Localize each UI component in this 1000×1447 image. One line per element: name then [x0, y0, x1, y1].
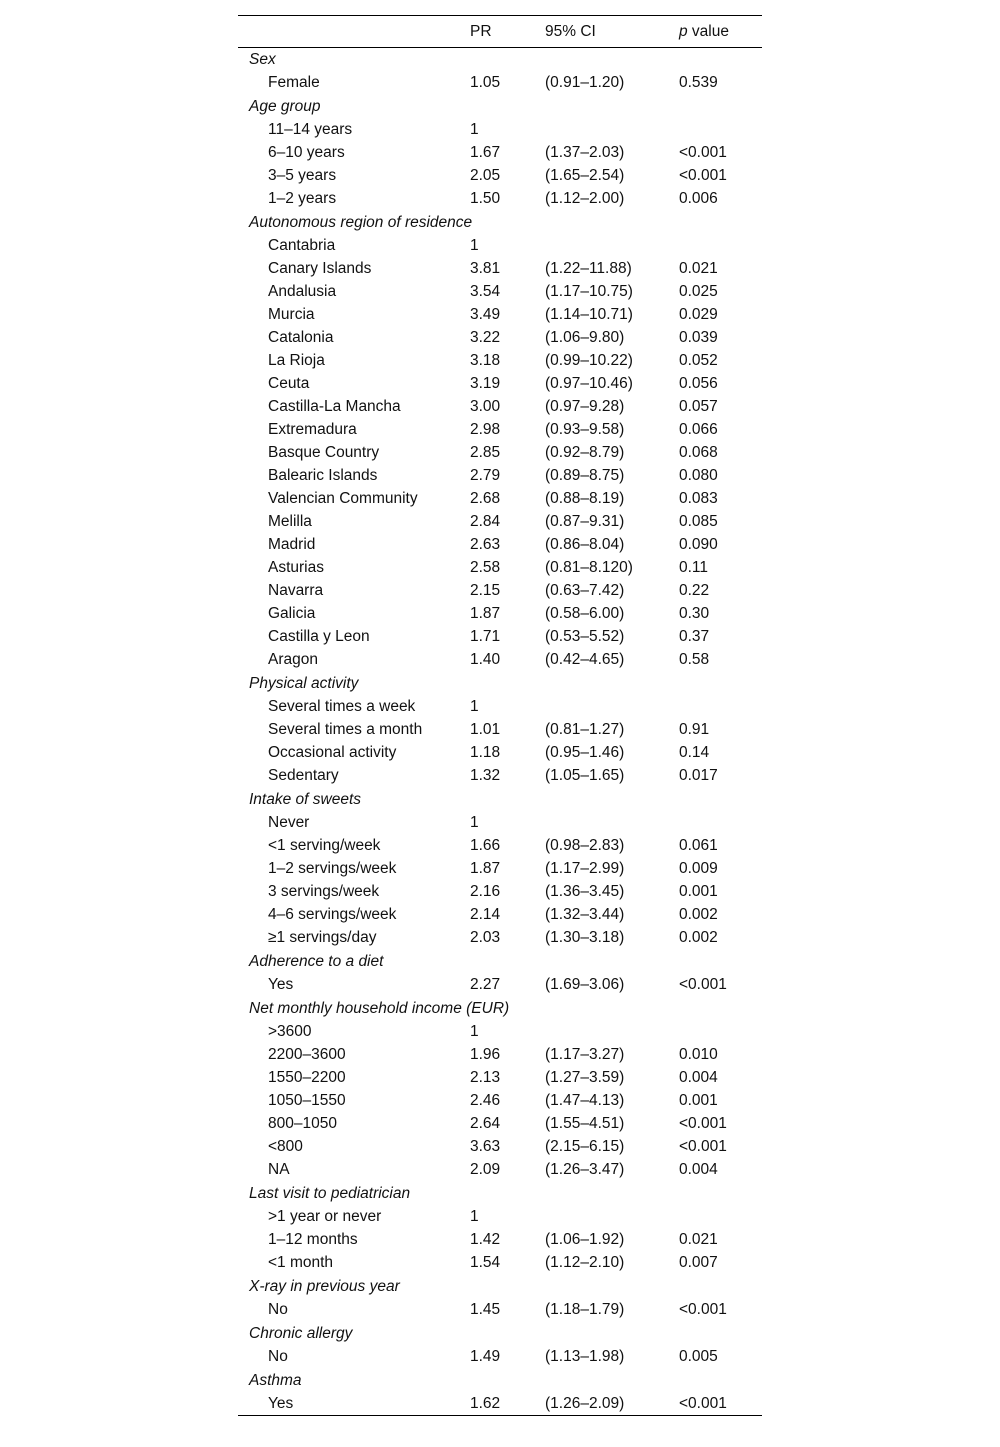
row-pr-value: 2.68	[470, 490, 501, 507]
group-label: Physical activity	[249, 674, 359, 692]
row-pr-value: 1	[470, 237, 479, 254]
group-row	[238, 211, 762, 235]
group-label: Last visit to pediatrician	[249, 1184, 411, 1202]
row-ci-value: (0.58–6.00)	[545, 605, 625, 622]
row-p-value: 0.539	[679, 74, 718, 91]
group-label: X-ray in previous year	[249, 1277, 400, 1295]
header-p-value	[679, 16, 762, 48]
row-ci-value: (1.05–1.65)	[545, 767, 625, 784]
table-row	[238, 1229, 762, 1252]
row-p-value: 0.58	[679, 651, 710, 668]
table-row	[238, 396, 762, 419]
row-pr-value: 1.32	[470, 767, 501, 784]
table-row	[238, 188, 762, 211]
row-label: 1050–1550	[268, 1092, 346, 1109]
group-label: Adherence to a diet	[249, 952, 384, 970]
row-pr-value: 1.71	[470, 628, 501, 645]
row-ci-value: (1.65–2.54)	[545, 167, 625, 184]
table-row	[238, 1159, 762, 1182]
table-row	[238, 235, 762, 258]
prevalence-ratio-table	[238, 15, 762, 1416]
table-row	[238, 1113, 762, 1136]
row-p-value: <0.001	[679, 167, 727, 184]
row-pr-value: 1	[470, 1023, 479, 1040]
row-label: Extremadura	[268, 421, 357, 438]
row-label: Aragon	[268, 651, 318, 668]
group-row	[238, 1369, 762, 1393]
row-label: <1 serving/week	[268, 837, 381, 854]
table-row	[238, 442, 762, 465]
row-pr-value: 1.87	[470, 605, 501, 622]
row-ci-value: (1.06–9.80)	[545, 329, 625, 346]
row-ci-value: (0.93–9.58)	[545, 421, 625, 438]
group-row	[238, 788, 762, 812]
header-row	[238, 16, 762, 48]
row-ci-value: (0.89–8.75)	[545, 467, 625, 484]
group-row	[238, 48, 762, 72]
row-pr-value: 1.67	[470, 144, 501, 161]
table-row	[238, 119, 762, 142]
row-label: >3600	[268, 1023, 312, 1040]
row-label: 3 servings/week	[268, 883, 380, 900]
row-p-value: 0.056	[679, 375, 718, 392]
row-ci-value: (1.18–1.79)	[545, 1301, 625, 1318]
row-pr-value: 2.09	[470, 1161, 501, 1178]
row-pr-value: 2.46	[470, 1092, 501, 1109]
row-pr-value: 1.40	[470, 651, 501, 668]
group-row	[238, 1275, 762, 1299]
row-pr-value: 1	[470, 121, 479, 138]
row-ci-value: (1.06–1.92)	[545, 1231, 625, 1248]
row-pr-value: 2.05	[470, 167, 501, 184]
table-row	[238, 419, 762, 442]
table-header	[238, 16, 762, 48]
group-row	[238, 997, 762, 1021]
row-ci-value: (1.17–3.27)	[545, 1046, 625, 1063]
table-row	[238, 1090, 762, 1113]
table-row	[238, 812, 762, 835]
table-row	[238, 765, 762, 788]
row-pr-value: 1	[470, 1208, 479, 1225]
row-ci-value: (1.12–2.10)	[545, 1254, 625, 1271]
table-row	[238, 1299, 762, 1322]
row-ci-value: (0.81–8.120)	[545, 559, 633, 576]
row-label: No	[268, 1301, 288, 1318]
row-label: Ceuta	[268, 375, 310, 392]
table-row	[238, 1346, 762, 1369]
row-p-value: <0.001	[679, 976, 727, 993]
table-row	[238, 1044, 762, 1067]
table-row	[238, 603, 762, 626]
row-ci-value: (1.14–10.71)	[545, 306, 633, 323]
row-ci-value: (1.55–4.51)	[545, 1115, 625, 1132]
row-pr-value: 2.79	[470, 467, 501, 484]
row-p-value: 0.052	[679, 352, 718, 369]
row-p-value: 0.004	[679, 1069, 718, 1086]
table-row	[238, 626, 762, 649]
row-ci-value	[545, 1021, 679, 1044]
table-row	[238, 258, 762, 281]
row-label: No	[268, 1348, 288, 1365]
group-label: Chronic allergy	[249, 1324, 353, 1342]
row-label: Several times a month	[268, 721, 423, 738]
row-label: 1550–2200	[268, 1069, 346, 1086]
row-p-value: 0.37	[679, 628, 710, 645]
row-p-value: 0.002	[679, 906, 718, 923]
table-row	[238, 719, 762, 742]
row-label: Occasional activity	[268, 744, 397, 761]
group-label: Sex	[249, 50, 276, 68]
table-row	[238, 927, 762, 950]
group-label: Net monthly household income (EUR)	[249, 999, 510, 1017]
row-ci-value: (1.47–4.13)	[545, 1092, 625, 1109]
row-p-value: 0.021	[679, 260, 718, 277]
table-row	[238, 974, 762, 997]
row-pr-value: 2.85	[470, 444, 501, 461]
table-row	[238, 1393, 762, 1416]
row-label: Navarra	[268, 582, 324, 599]
row-pr-value: 3.81	[470, 260, 501, 277]
row-pr-value: 2.13	[470, 1069, 501, 1086]
row-pr-value: 3.19	[470, 375, 501, 392]
row-ci-value	[545, 812, 679, 835]
row-label: ≥1 servings/day	[268, 929, 377, 946]
row-label: 11–14 years	[268, 121, 353, 138]
row-label: 2200–3600	[268, 1046, 346, 1063]
row-ci-value: (2.15–6.15)	[545, 1138, 625, 1155]
row-ci-value: (1.30–3.18)	[545, 929, 625, 946]
row-label: Canary Islands	[268, 260, 372, 277]
row-ci-value: (0.98–2.83)	[545, 837, 625, 854]
row-p-value: 0.002	[679, 929, 718, 946]
table-row	[238, 1252, 762, 1275]
row-ci-value: (0.99–10.22)	[545, 352, 633, 369]
table-body	[238, 48, 762, 1416]
header-p-rest: value	[687, 22, 729, 40]
row-p-value: <0.001	[679, 144, 727, 161]
table-row	[238, 72, 762, 95]
row-pr-value: 1.96	[470, 1046, 501, 1063]
table-row	[238, 881, 762, 904]
row-label: Galicia	[268, 605, 316, 622]
row-p-value: 0.083	[679, 490, 718, 507]
row-pr-value: 1.45	[470, 1301, 501, 1318]
row-ci-value: (1.17–10.75)	[545, 283, 633, 300]
row-p-value: 0.017	[679, 767, 718, 784]
row-ci-value: (1.37–2.03)	[545, 144, 625, 161]
row-label: Castilla y Leon	[268, 628, 370, 645]
row-ci-value	[545, 119, 679, 142]
row-ci-value: (0.63–7.42)	[545, 582, 625, 599]
row-p-value: 0.080	[679, 467, 718, 484]
header-ci: 95% CI	[545, 16, 679, 48]
row-label: 6–10 years	[268, 144, 345, 161]
row-pr-value: 1.50	[470, 190, 501, 207]
row-label: Valencian Community	[268, 490, 418, 507]
group-row	[238, 1322, 762, 1346]
row-label: Yes	[238, 1393, 470, 1416]
table-row	[238, 1067, 762, 1090]
row-label: Asturias	[268, 559, 324, 576]
table-row	[238, 373, 762, 396]
table-row	[238, 557, 762, 580]
row-pr-value: 1.01	[470, 721, 501, 738]
row-p-value: 0.066	[679, 421, 718, 438]
row-p-value	[679, 119, 762, 142]
row-p-value: 0.085	[679, 513, 718, 530]
row-ci-value: (0.97–9.28)	[545, 398, 625, 415]
row-p-value: <0.001	[679, 1301, 727, 1318]
table-row	[238, 580, 762, 603]
row-pr-value: 2.63	[470, 536, 501, 553]
results-table-container	[238, 15, 762, 1416]
row-p-value: 0.007	[679, 1254, 718, 1271]
row-p-value	[679, 1206, 762, 1229]
row-pr-value: 3.49	[470, 306, 501, 323]
row-p-value: 0.009	[679, 860, 718, 877]
row-p-value: 0.22	[679, 582, 710, 599]
group-label: Age group	[249, 97, 321, 115]
header-label	[238, 16, 470, 48]
row-label: Castilla-La Mancha	[268, 398, 401, 415]
row-ci-value: (0.81–1.27)	[545, 721, 625, 738]
row-p-value: <0.001	[679, 1393, 762, 1416]
row-pr-value: 2.58	[470, 559, 501, 576]
group-label: Asthma	[249, 1371, 302, 1389]
row-ci-value: (1.12–2.00)	[545, 190, 625, 207]
row-ci-value	[545, 235, 679, 258]
row-label: Andalusia	[268, 283, 337, 300]
row-p-value: 0.001	[679, 1092, 718, 1109]
row-p-value: 0.057	[679, 398, 718, 415]
row-p-value: 0.91	[679, 721, 710, 738]
group-label: Intake of sweets	[249, 790, 362, 808]
row-pr-value: 2.03	[470, 929, 501, 946]
row-label: Yes	[268, 976, 294, 993]
row-label: >1 year or never	[268, 1208, 382, 1225]
row-p-value	[679, 1021, 762, 1044]
row-label: 1–2 years	[268, 190, 337, 207]
row-label: NA	[268, 1161, 290, 1178]
table-row	[238, 327, 762, 350]
table-row	[238, 649, 762, 672]
table-row	[238, 142, 762, 165]
row-ci-value: (1.17–2.99)	[545, 860, 625, 877]
row-ci-value: (0.88–8.19)	[545, 490, 625, 507]
row-p-value: 0.090	[679, 536, 718, 553]
row-label: Female	[268, 74, 320, 91]
row-ci-value: (1.32–3.44)	[545, 906, 625, 923]
row-p-value: 0.004	[679, 1161, 718, 1178]
row-label: Never	[268, 814, 310, 831]
row-p-value: 0.30	[679, 605, 710, 622]
row-p-value	[679, 696, 762, 719]
row-pr-value: 2.27	[470, 976, 501, 993]
header-pr: PR	[470, 16, 545, 48]
row-pr-value: 1.18	[470, 744, 501, 761]
header-p-italic: p	[679, 22, 688, 40]
row-label: Catalonia	[268, 329, 334, 346]
row-ci-value: (0.97–10.46)	[545, 375, 633, 392]
row-ci-value: (1.69–3.06)	[545, 976, 625, 993]
row-p-value: 0.039	[679, 329, 718, 346]
row-pr-value: 3.22	[470, 329, 501, 346]
table-row	[238, 1136, 762, 1159]
row-p-value: 0.068	[679, 444, 718, 461]
row-ci-value: (1.26–3.47)	[545, 1161, 625, 1178]
table-row	[238, 858, 762, 881]
table-row	[238, 742, 762, 765]
row-label: 800–1050	[268, 1115, 337, 1132]
row-label: <1 month	[268, 1254, 334, 1271]
row-pr-value: 2.84	[470, 513, 501, 530]
row-ci-value	[545, 696, 679, 719]
row-pr-value: 1.66	[470, 837, 501, 854]
row-ci-value: (1.27–3.59)	[545, 1069, 625, 1086]
row-p-value: 0.14	[679, 744, 710, 761]
row-p-value: 0.061	[679, 837, 718, 854]
row-pr-value: 1.42	[470, 1231, 501, 1248]
row-pr-value: 1.87	[470, 860, 501, 877]
row-label: 4–6 servings/week	[268, 906, 397, 923]
table-row	[238, 165, 762, 188]
row-p-value: 0.025	[679, 283, 718, 300]
row-label: 3–5 years	[268, 167, 337, 184]
group-label: Autonomous region of residence	[249, 213, 473, 231]
row-pr-value: 1.62	[470, 1393, 545, 1416]
row-p-value: <0.001	[679, 1138, 727, 1155]
row-p-value: 0.029	[679, 306, 718, 323]
row-pr-value: 2.16	[470, 883, 501, 900]
row-ci-value: (0.92–8.79)	[545, 444, 625, 461]
row-label: Several times a week	[268, 698, 416, 715]
row-pr-value: 3.54	[470, 283, 501, 300]
group-row	[238, 1182, 762, 1206]
group-row	[238, 95, 762, 119]
row-pr-value: 2.64	[470, 1115, 501, 1132]
table-row	[238, 488, 762, 511]
row-pr-value: 1.49	[470, 1348, 501, 1365]
table-row	[238, 904, 762, 927]
row-p-value: 0.010	[679, 1046, 718, 1063]
table-row	[238, 511, 762, 534]
row-label: Murcia	[268, 306, 315, 323]
row-ci-value: (0.86–8.04)	[545, 536, 625, 553]
row-ci-value: (0.95–1.46)	[545, 744, 625, 761]
row-label: 1–2 servings/week	[268, 860, 397, 877]
row-ci-value: (1.36–3.45)	[545, 883, 625, 900]
row-label: Balearic Islands	[268, 467, 378, 484]
row-pr-value: 1.54	[470, 1254, 501, 1271]
row-p-value: 0.001	[679, 883, 718, 900]
row-ci-value: (1.13–1.98)	[545, 1348, 625, 1365]
table-row	[238, 534, 762, 557]
group-row	[238, 672, 762, 696]
row-p-value: 0.11	[679, 559, 709, 576]
row-ci-value: (1.26–2.09)	[545, 1393, 679, 1416]
row-p-value: 0.005	[679, 1348, 718, 1365]
row-label: <800	[268, 1138, 303, 1155]
row-pr-value: 1	[470, 814, 479, 831]
row-pr-value: 3.00	[470, 398, 501, 415]
row-p-value: 0.006	[679, 190, 718, 207]
row-p-value: 0.021	[679, 1231, 718, 1248]
row-label: Cantabria	[268, 237, 336, 254]
row-label: Melilla	[268, 513, 312, 530]
row-p-value: <0.001	[679, 1115, 727, 1132]
table-row	[238, 281, 762, 304]
row-pr-value: 2.98	[470, 421, 501, 438]
group-row	[238, 950, 762, 974]
table-row	[238, 465, 762, 488]
row-ci-value: (1.22–11.88)	[545, 260, 632, 277]
row-p-value	[679, 235, 762, 258]
row-ci-value: (0.53–5.52)	[545, 628, 625, 645]
table-row	[238, 304, 762, 327]
row-label: Sedentary	[268, 767, 339, 784]
row-pr-value: 1	[470, 698, 479, 715]
row-label: Basque Country	[268, 444, 380, 461]
row-label: Madrid	[268, 536, 316, 553]
table-row	[238, 1021, 762, 1044]
table-row	[238, 696, 762, 719]
table-row	[238, 1206, 762, 1229]
row-ci-value: (0.42–4.65)	[545, 651, 625, 668]
row-pr-value: 2.15	[470, 582, 501, 599]
row-p-value	[679, 812, 762, 835]
row-pr-value: 3.18	[470, 352, 501, 369]
row-label: La Rioja	[268, 352, 325, 369]
table-row	[238, 350, 762, 373]
table-row	[238, 835, 762, 858]
row-ci-value: (0.91–1.20)	[545, 74, 625, 91]
row-ci-value	[545, 1206, 679, 1229]
row-pr-value: 2.14	[470, 906, 501, 923]
row-label: 1–12 months	[268, 1231, 358, 1248]
row-pr-value: 1.05	[470, 74, 501, 91]
row-pr-value: 3.63	[470, 1138, 501, 1155]
row-ci-value: (0.87–9.31)	[545, 513, 625, 530]
